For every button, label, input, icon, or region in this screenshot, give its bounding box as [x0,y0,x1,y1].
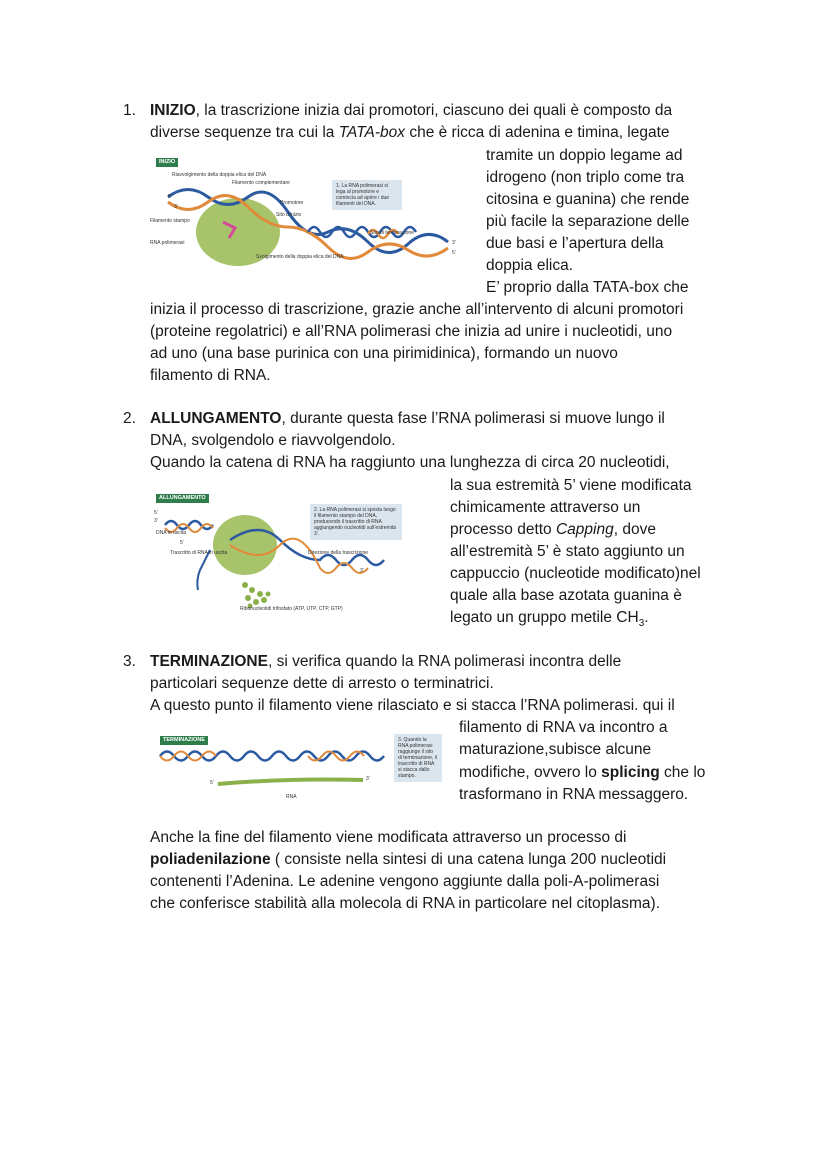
ribonucleotides-cluster [242,582,271,609]
ch3-subscript: 3 [638,618,645,630]
allungamento-label-trascritto: Trascritto di RNA in uscita [170,550,228,556]
section-1-line-10: inizia il processo di trascrizione, grazie anche all’intervento di alcuni promotori [150,301,684,318]
section-2-line-7: all’estremità 5’ è stato aggiunto un [450,543,685,560]
terminazione-note: 3. Quando la RNA polimerasi raggiunge il sito di terminazione, il trascritto di RNA si stacca dallo stampo. [394,734,442,782]
inizio-label-filamento-complementare: Filamento complementare [232,180,290,186]
section-1-line-12: ad uno (una base purinica con una pirimidinica), formando un nuovo [150,345,618,362]
section-1-line-13: filamento di RNA. [150,367,271,384]
allungamento-tag: ALLUNGAMENTO [156,494,209,503]
section-2-line-2: DNA, svolgendolo e riavvolgendolo. [150,432,396,449]
section-1-line-9: E’ proprio dalla TATA-box che [486,279,689,296]
section-2-line-3: Quando la catena di RNA ha raggiunto una lunghezza di circa 20 nucleotidi, [150,454,670,471]
terminazione-label-5prime: 5’ [210,780,214,786]
terminazione-label-rna: RNA [286,794,297,800]
inizio-label-filamento-stampo: Filamento stampo [150,218,190,224]
section-3-line-3: A questo punto il filamento viene rilasciato e si stacca l’RNA polimerasi. qui il [150,697,675,714]
allungamento-label-5prime-b: 5’ [180,540,184,546]
section-3-line-5: maturazione,subisce alcune [459,741,652,758]
closing-line-2: poliadenilazione ( consiste nella sintesi di una catena lunga 200 nucleotidi [150,851,667,868]
section-2-line-10: legato un gruppo metile $CH_3$. [450,609,649,630]
rna-polymerase-shape-2 [213,515,277,575]
allungamento-label-3prime-b: 3’ [360,568,364,574]
allungamento-label-5prime-a: 5’ [154,510,158,516]
figure-terminazione [158,732,443,804]
section-1-line-11: (proteine regolatrici) e all’RNA polimerasi che inizia ad unire i nucleotidi, uno [150,323,673,340]
tata-box-term: TATA-box [338,124,406,141]
section-2-line-1: ALLUNGAMENTO, durante questa fase l’RNA polimerasi si muove lungo il [150,410,665,427]
section-2-heading: ALLUNGAMENTO [150,410,282,427]
section-1-heading: INIZIO [150,102,196,119]
section-3-line-4: filamento di RNA va incontro a [459,719,668,736]
poliadenilazione-term: poliadenilazione [150,851,271,868]
section-3-line-2: particolari sequenze dette di arresto o terminatrici. [150,675,494,692]
closing-line-4: che conferisce stabilità alla molecola di RNA in particolare nel citoplasma). [150,895,661,912]
section-1-line-7: due basi e l’apertura della [486,235,664,252]
inizio-label-svolgimento: Svolgimento della doppia elica del DNA [256,254,344,260]
rna-strand-shape [218,780,363,785]
allungamento-label-ribonucleotidi: Ribonucleotidi trifosfato (ATP, UTP, CTP, GTP) [240,606,343,612]
section-3-line-6: modifiche, ovvero lo splicing che lo [459,764,706,781]
inizio-tag: INIZIO [156,158,178,167]
inizio-label-sito-terminazione: Sito di terminazione [370,230,414,236]
capping-term: Capping [555,521,614,538]
section-3-line-1: TERMINAZIONE, si verifica quando la RNA polimerasi incontra delle [150,653,622,670]
allungamento-label-direzione: Direzione della trascrizione [308,550,369,556]
section-3-heading: TERMINAZIONE [150,653,268,670]
closing-line-3: contenenti l’Adenina. Le adenine vengono aggiunte dalla poli-A-polimerasi [150,873,660,890]
section-1-line-3: tramite un doppio legame ad [486,147,683,164]
inizio-label-rna-polimerasi: RNA polimerasi [150,240,185,246]
section-3-line-7: trasformano in RNA messaggero. [459,786,689,803]
section-1-line-5: citosina e guanina) che rende [486,191,690,208]
inizio-label-3prime-left: 3’ [174,204,178,210]
section-2-line-6: processo detto Capping, dove [450,521,656,538]
section-2-line-4: la sua estremità 5’ viene modificata [450,477,692,494]
section-1-line-6: più facile la separazione delle [486,213,690,230]
allungamento-note: 2. La RNA polimerasi si sposta lungo il filamento stampo del DNA, producendo il trascritto di RNA aggiungendo nucleotidi sull’estremità 3’. [310,504,402,540]
section-2-number: 2. [123,410,136,427]
inizio-label-5prime-left: 5’ [168,194,172,200]
section-2-line-8: cappuccio (nucleotide modificato)nel [450,565,701,582]
figure-allungamento [150,490,415,625]
section-1-line-2: diverse sequenze tra cui la TATA-box che è ricca di adenina e timina, legate [150,124,670,141]
terminazione-label-3prime: 3’ [366,776,370,782]
inizio-label-riavvolgimento: Riavvolgimento della doppia elica del DNA [172,172,267,178]
inizio-label-5prime-right: 5’ [452,250,456,256]
terminazione-tag: TERMINAZIONE [160,736,208,745]
allungamento-label-dna-uscita: DNA in uscita [156,530,187,536]
section-1-line-4: idrogeno (non triplo come tra [486,169,685,186]
figure-inizio [148,152,468,272]
section-1-number: 1. [123,102,136,119]
allungamento-label-3prime-a: 3’ [154,518,158,524]
splicing-term: splicing [601,764,660,781]
section-3-number: 3. [123,653,136,670]
inizio-label-3prime-right: 3’ [452,240,456,246]
section-1-line-8: doppia elica. [486,257,574,274]
inizio-note: 1. La RNA polimerasi si lega al promotore e comincia ad aprire i due filamenti del DNA. [332,180,402,210]
closing-line-1: Anche la fine del filamento viene modificata attraverso un processo di [150,829,627,846]
inizio-label-sito-inizio: Sito d’inizio [276,212,302,218]
section-1-line-1: INIZIO, la trascrizione inizia dai promotori, ciascuno dei quali è composto da [150,102,673,119]
inizio-label-promotore: Promotore [280,200,304,206]
section-2-line-9: quale alla base azotata guanina è [450,587,682,604]
section-2-line-5: chimicamente attraverso un [450,499,641,516]
